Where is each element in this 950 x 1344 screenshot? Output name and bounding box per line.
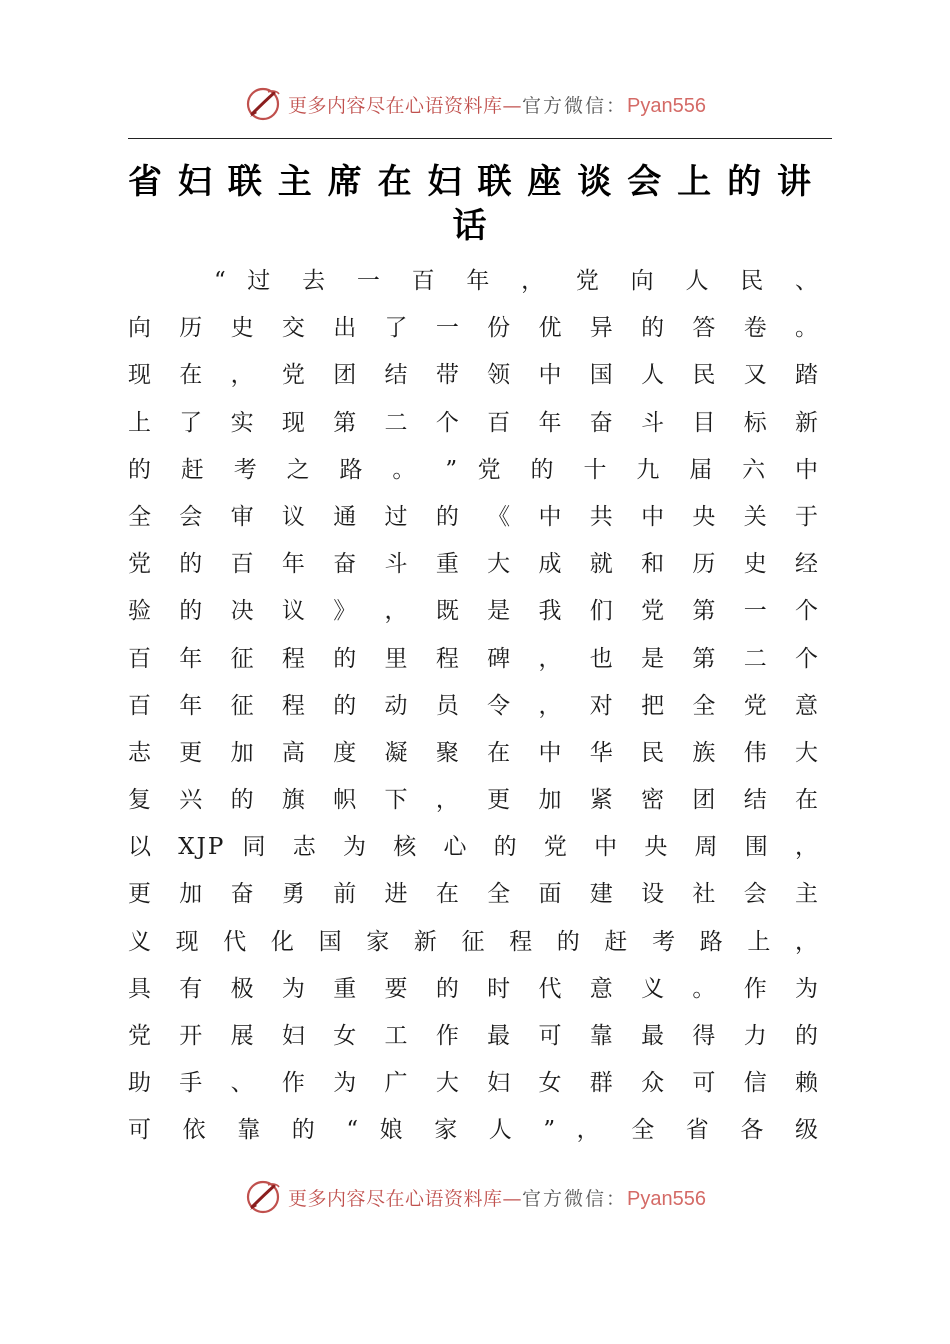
body-line: 党 的 百 年 奋 斗 重 大 成 就 和 历 史 经 bbox=[128, 551, 820, 578]
body-line: 现 在 ， 党 团 结 带 领 中 国 人 民 又 踏 bbox=[128, 362, 820, 389]
banner-separator: — bbox=[502, 94, 523, 117]
body-line: 具 有 极 为 重 要 的 时 代 意 义 。 作 为 bbox=[128, 975, 820, 1002]
banner-text bbox=[288, 91, 706, 118]
body-line: 以 XJP 同 志 为 核 心 的 党 中 央 周 围 ， bbox=[128, 834, 820, 861]
document-title: 省妇联主席在妇联座谈会上的讲话 bbox=[128, 162, 824, 246]
body-line: “ 过 去 一 百 年 ， 党 向 人 民 、 bbox=[214, 268, 820, 294]
body-line: 的 赶 考 之 路 。 ” 党 的 十 九 届 六 中 bbox=[128, 456, 820, 483]
document-body bbox=[128, 258, 820, 1155]
body-line: 上 了 实 现 第 二 个 百 年 奋 斗 目 标 新 bbox=[128, 409, 820, 436]
body-line: 验 的 决 议 》 ， 既 是 我 们 党 第 一 个 bbox=[128, 598, 820, 625]
body-line: 义 现 代 化 国 家 新 征 程 的 赶 考 路 上 ， bbox=[128, 928, 820, 955]
banner-text bbox=[288, 1184, 706, 1211]
banner-separator: — bbox=[502, 1187, 523, 1210]
body-line: 向 历 史 交 出 了 一 份 优 异 的 答 卷 。 bbox=[128, 315, 820, 342]
banner-library-text: 更多内容尽在心语资料库 bbox=[288, 94, 503, 117]
body-line: 党 开 展 妇 女 工 作 最 可 靠 最 得 力 的 bbox=[128, 1023, 820, 1049]
header-banner bbox=[0, 82, 950, 126]
pen-logo-icon bbox=[244, 84, 284, 124]
body-line: 更 加 奋 勇 前 进 在 全 面 建 设 社 会 主 bbox=[128, 881, 820, 908]
body-line: 助 手 、 作 为 广 大 妇 女 群 众 可 信 赖 bbox=[128, 1070, 820, 1097]
body-line: 百 年 征 程 的 里 程 碑 ， 也 是 第 二 个 bbox=[128, 645, 820, 672]
banner-wechat-label: 官方微信： bbox=[522, 1187, 628, 1210]
body-line: 志 更 加 高 度 凝 聚 在 中 华 民 族 伟 大 bbox=[128, 739, 820, 766]
body-line: 全 会 审 议 通 过 的 《 中 共 中 央 关 于 bbox=[128, 503, 820, 530]
banner-library-text: 更多内容尽在心语资料库 bbox=[288, 1187, 503, 1210]
pen-logo-icon bbox=[244, 1177, 284, 1217]
header-rule bbox=[128, 138, 832, 139]
banner-wechat-label: 官方微信： bbox=[522, 94, 628, 117]
banner-wechat-id: Pyan556 bbox=[627, 94, 706, 117]
footer-banner bbox=[0, 1175, 950, 1219]
body-line: 可 依 靠 的 “ 娘 家 人 ” ， 全 省 各 级 bbox=[128, 1117, 820, 1144]
banner-wechat-id: Pyan556 bbox=[627, 1187, 706, 1210]
body-line: 复 兴 的 旗 帜 下 ， 更 加 紧 密 团 结 在 bbox=[128, 787, 820, 814]
body-line: 百 年 征 程 的 动 员 令 ， 对 把 全 党 意 bbox=[128, 692, 820, 719]
